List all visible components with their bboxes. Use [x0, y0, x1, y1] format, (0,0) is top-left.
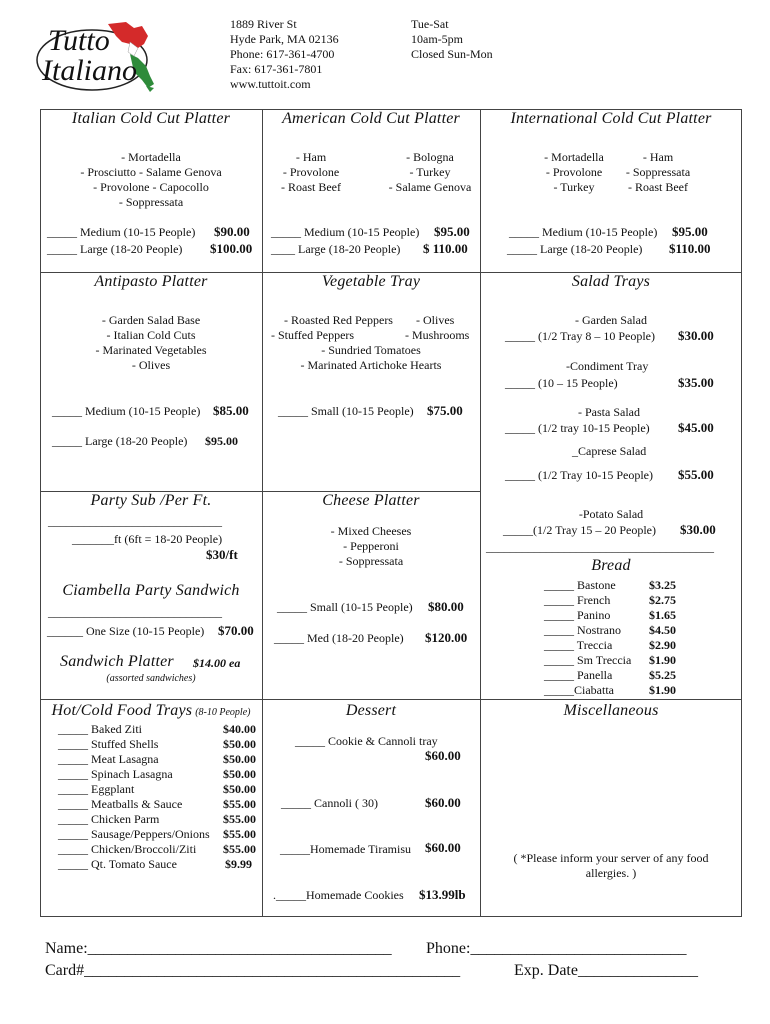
- food-tray-price: $40.00: [223, 722, 256, 736]
- international-large-price: $110.00: [669, 241, 711, 256]
- tiramisu-price: $60.00: [425, 840, 461, 855]
- list-item: - Mortadella: [544, 150, 604, 164]
- logo: [30, 14, 170, 96]
- logo-text-2: Italiano: [42, 54, 137, 87]
- antipasto-title: Antipasto Platter: [94, 273, 208, 290]
- list-item: - Pepperoni: [343, 539, 399, 553]
- cannoli-option[interactable]: _____ Cannoli ( 30): [281, 796, 378, 810]
- bread-name: _____ Treccia: [544, 638, 613, 652]
- food-tray-item[interactable]: [58, 737, 256, 752]
- ciambella-option[interactable]: ______ One Size (10-15 People): [47, 624, 205, 638]
- food-tray-name: _____ Chicken Parm: [58, 812, 160, 826]
- bread-price: $1.90: [649, 683, 676, 697]
- list-item: - Ham: [295, 150, 327, 164]
- bread-name: _____ Sm Treccia: [544, 653, 632, 667]
- american-platter-title: American Cold Cut Platter: [282, 110, 460, 127]
- food-tray-name: _____ Spinach Lasagna: [58, 767, 173, 781]
- party-sub-line: _____________________________: [48, 514, 222, 528]
- international-items-right: [618, 150, 698, 195]
- list-item: - Salame Genova: [388, 180, 472, 194]
- bread-price: $4.50: [649, 623, 676, 637]
- list-item: - Garden Salad Base: [101, 313, 201, 327]
- party-sub-title: Party Sub /Per Ft.: [90, 492, 212, 509]
- international-medium-price: $95.00: [672, 224, 708, 239]
- international-platter-title: International Cold Cut Platter: [510, 110, 712, 127]
- potato-salad-option[interactable]: _____(1/2 Tray 15 – 20 People): [503, 523, 656, 537]
- list-item: - Provolone: [282, 165, 340, 179]
- card-field[interactable]: Card#_______________________________________________: [45, 962, 461, 979]
- bread-name: _____ Panella: [544, 668, 613, 682]
- international-items-left: [528, 150, 620, 195]
- italian-large-price: $100.00: [210, 241, 253, 256]
- food-tray-item[interactable]: [58, 782, 256, 797]
- bread-name: _____ French: [544, 593, 611, 607]
- cookies-price: $13.99lb: [419, 887, 466, 902]
- party-sub-feet-input[interactable]: _______ft (6ft = 18-20 People): [72, 532, 223, 546]
- list-item: - Roasted Red Peppers: [284, 313, 393, 327]
- bread-name: _____Ciabatta: [544, 683, 614, 697]
- hotcold-subtitle: (8-10 People): [195, 707, 251, 718]
- bread-name: _____ Bastone: [544, 578, 616, 592]
- list-item: - Roast Beef: [281, 180, 341, 194]
- list-item: - Provolone: [545, 165, 603, 179]
- food-tray-name: _____ Meatballs & Sauce: [58, 797, 183, 811]
- food-tray-item[interactable]: [58, 842, 256, 857]
- bread-name: _____ Panino: [544, 608, 611, 622]
- list-item: - Mortadella: [121, 150, 181, 164]
- hours-line: 10am-5pm: [411, 32, 463, 46]
- ciambella-title: Ciambella Party Sandwich: [62, 582, 240, 599]
- antipasto-large-option[interactable]: _____ Large (18-20 People): [52, 434, 188, 448]
- bread-name: _____ Nostrano: [544, 623, 621, 637]
- list-item: - Italian Cold Cuts: [106, 328, 196, 342]
- cheese-med-option[interactable]: _____ Med (18-20 People): [274, 631, 404, 645]
- list-item: - Soppressata: [338, 554, 404, 568]
- vegetable-small-price: $75.00: [427, 403, 463, 418]
- bread-item[interactable]: [544, 608, 676, 623]
- food-tray-name: _____ Stuffed Shells: [58, 737, 159, 751]
- cheese-platter-title: Cheese Platter: [322, 492, 420, 509]
- list-item: -Condiment Tray: [566, 359, 649, 373]
- food-tray-item[interactable]: [58, 827, 256, 842]
- bread-price: $1.65: [649, 608, 676, 622]
- vegetable-tray-title: Vegetable Tray: [321, 273, 421, 290]
- pasta-salad-option[interactable]: _____ (1/2 tray 10-15 People): [505, 421, 650, 435]
- food-tray-item[interactable]: [58, 812, 256, 827]
- potato-salad-line: ______________________________________: [486, 540, 714, 554]
- italian-medium-option[interactable]: _____ Medium (10-15 People): [47, 225, 196, 239]
- list-item: - Turkey: [409, 165, 451, 179]
- list-item: - Mixed Cheeses: [330, 524, 412, 538]
- american-large-price: $ 110.00: [423, 241, 468, 256]
- ciambella-price: $70.00: [218, 623, 254, 638]
- international-large-option[interactable]: _____ Large (18-20 People): [507, 242, 643, 256]
- antipasto-items: [40, 313, 262, 373]
- food-tray-price: $9.99: [225, 857, 252, 871]
- food-tray-name: _____ Chicken/Broccoli/Ziti: [58, 842, 197, 856]
- list-item: - Sundried Tomatoes: [321, 343, 421, 357]
- bread-item[interactable]: [544, 623, 676, 638]
- garden-salad-option[interactable]: _____ (1/2 Tray 8 – 10 People): [505, 329, 655, 343]
- address-line: 1889 River St: [230, 17, 297, 31]
- bread-list: [544, 578, 676, 698]
- ciambella-line: _____________________________: [48, 605, 222, 619]
- cookie-cannoli-price: $60.00: [425, 748, 461, 763]
- bread-price: $2.75: [649, 593, 676, 607]
- hotcold-list: [58, 722, 256, 872]
- condiment-tray-option[interactable]: _____ (10 – 15 People): [505, 376, 618, 390]
- italian-items: [40, 150, 262, 210]
- american-items-right: [382, 150, 478, 195]
- food-tray-item[interactable]: [58, 797, 256, 812]
- bread-item[interactable]: [544, 683, 676, 698]
- condiment-tray-price: $35.00: [678, 375, 714, 390]
- food-tray-price: $55.00: [223, 842, 256, 856]
- bread-item[interactable]: [544, 593, 676, 608]
- tiramisu-option[interactable]: _____Homemade Tiramisu: [280, 842, 411, 856]
- list-item: -Potato Salad: [578, 507, 644, 521]
- exp-date-field[interactable]: Exp. Date_______________: [514, 962, 698, 979]
- grid-divider: [262, 109, 263, 917]
- food-tray-name: _____ Baked Ziti: [58, 722, 142, 736]
- allergy-note: ( *Please inform your server of any food allergies. ): [513, 851, 709, 880]
- hours-line: Tue-Sat: [411, 17, 449, 31]
- miscellaneous-title: Miscellaneous: [563, 702, 659, 719]
- hotcold-header: [40, 702, 262, 720]
- sandwich-platter-title: Sandwich Platter: [60, 653, 174, 670]
- list-item: - Provolone - Capocollo: [93, 180, 209, 194]
- food-tray-price: $50.00: [223, 767, 256, 781]
- food-tray-name: _____ Eggplant: [58, 782, 135, 796]
- list-item: - Prosciutto - Salame Genova: [80, 165, 222, 179]
- italian-platter-title: Italian Cold Cut Platter: [71, 110, 231, 127]
- caprese-salad-price: $55.00: [678, 467, 714, 482]
- phone: Phone: 617-361-4700: [230, 47, 335, 61]
- food-tray-price: $55.00: [223, 797, 256, 811]
- cheese-items: [262, 524, 480, 569]
- name-field[interactable]: Name:______________________________________: [45, 940, 392, 957]
- american-large-option[interactable]: ____ Large (18-20 People): [271, 242, 401, 256]
- pasta-salad-price: $45.00: [678, 420, 714, 435]
- list-item: - Soppressata: [625, 165, 691, 179]
- food-tray-item[interactable]: [58, 752, 256, 767]
- fax: Fax: 617-361-7801: [230, 62, 323, 76]
- hours-block: [411, 17, 493, 62]
- address-line: Hyde Park, MA 02136: [230, 32, 339, 46]
- address-block: [230, 17, 339, 92]
- list-item: - Soppressata: [118, 195, 184, 209]
- sandwich-platter-price: $14.00 ea: [193, 656, 241, 670]
- list-item: _Caprese Salad: [572, 444, 647, 458]
- bread-title: Bread: [591, 557, 631, 574]
- bread-item[interactable]: [544, 668, 676, 683]
- list-item: - Bologna: [406, 150, 454, 164]
- food-tray-price: $55.00: [223, 812, 256, 826]
- list-item: - Pasta Salad: [578, 405, 640, 419]
- list-item: - Ham: [642, 150, 674, 164]
- antipasto-medium-option[interactable]: _____ Medium (10-15 People): [52, 404, 201, 418]
- bread-item[interactable]: [544, 578, 676, 593]
- cannoli-price: $60.00: [425, 795, 461, 810]
- food-tray-item[interactable]: [58, 857, 256, 872]
- bread-item[interactable]: [544, 653, 676, 668]
- vegetable-small-option[interactable]: _____ Small (10-15 People): [278, 404, 414, 418]
- list-item: - Olives: [416, 313, 455, 327]
- bread-item[interactable]: [544, 638, 676, 653]
- food-tray-item[interactable]: [58, 767, 256, 782]
- antipasto-medium-price: $85.00: [213, 403, 249, 418]
- bread-price: $1.90: [649, 653, 676, 667]
- american-medium-option[interactable]: _____ Medium (10-15 People): [271, 225, 420, 239]
- phone-field[interactable]: Phone:___________________________: [426, 940, 687, 957]
- hotcold-title: Hot/Cold Food Trays: [51, 702, 193, 719]
- antipasto-large-price: $95.00: [205, 434, 238, 448]
- cheese-med-price: $120.00: [425, 630, 468, 645]
- food-tray-price: $50.00: [223, 752, 256, 766]
- sandwich-platter-note: (assorted sandwiches): [106, 673, 196, 684]
- salad-trays-title: Salad Trays: [571, 273, 651, 290]
- caprese-salad-option[interactable]: _____ (1/2 Tray 10-15 People): [505, 468, 653, 482]
- cookie-cannoli-option[interactable]: _____ Cookie & Cannoli tray: [295, 734, 438, 748]
- list-item: - Marinated Vegetables: [95, 343, 207, 357]
- food-tray-price: $50.00: [223, 782, 256, 796]
- list-item: - Roast Beef: [628, 180, 688, 194]
- list-item: - Marinated Artichoke Hearts: [300, 358, 442, 372]
- food-tray-item[interactable]: [58, 722, 256, 737]
- garden-salad-price: $30.00: [678, 328, 714, 343]
- american-medium-price: $95.00: [434, 224, 470, 239]
- food-tray-price: $55.00: [223, 827, 256, 841]
- list-item: - Stuffed Peppers: [271, 328, 355, 342]
- italian-large-option[interactable]: _____ Large (18-20 People): [47, 242, 183, 256]
- dessert-title: Dessert: [345, 702, 397, 719]
- website-link[interactable]: www.tuttoit.com: [230, 77, 311, 91]
- food-tray-name: _____ Meat Lasagna: [58, 752, 159, 766]
- food-tray-price: $50.00: [223, 737, 256, 751]
- international-medium-option[interactable]: _____ Medium (10-15 People): [509, 225, 658, 239]
- food-tray-name: _____ Qt. Tomato Sauce: [58, 857, 177, 871]
- party-sub-price: $30/ft: [206, 547, 238, 562]
- list-item: - Turkey: [553, 180, 595, 194]
- food-tray-name: _____ Sausage/Peppers/Onions: [58, 827, 210, 841]
- bread-price: $5.25: [649, 668, 676, 682]
- list-item: - Mushrooms: [405, 328, 470, 342]
- hours-line: Closed Sun-Mon: [411, 47, 493, 61]
- bread-price: $3.25: [649, 578, 676, 592]
- cheese-small-option[interactable]: _____ Small (10-15 People): [277, 600, 413, 614]
- italian-medium-price: $90.00: [214, 224, 250, 239]
- list-item: - Garden Salad: [575, 313, 647, 327]
- potato-salad-price: $30.00: [680, 522, 716, 537]
- cookies-option[interactable]: ._____Homemade Cookies: [273, 888, 404, 902]
- list-item: - Olives: [131, 358, 171, 372]
- cheese-small-price: $80.00: [428, 599, 464, 614]
- grid-divider: [40, 699, 742, 700]
- logo-text-1: Tutto: [48, 24, 110, 57]
- bread-price: $2.90: [649, 638, 676, 652]
- american-items-left: [266, 150, 356, 195]
